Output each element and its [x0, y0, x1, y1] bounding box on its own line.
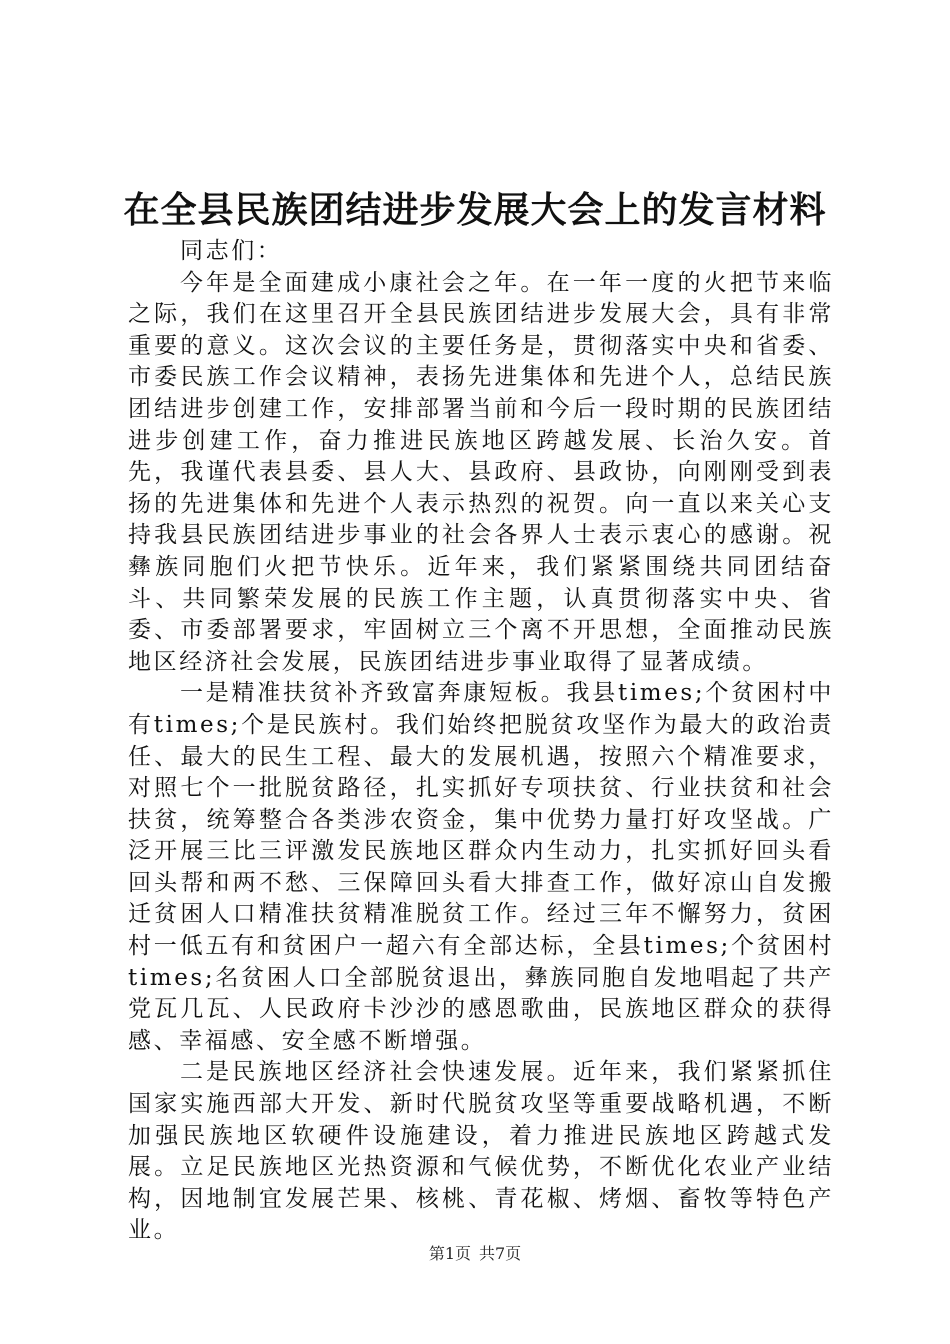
page-total: 共7页: [479, 1244, 522, 1263]
document-body: [128, 236, 834, 1247]
paragraph-intro: 今年是全面建成小康社会之年。在一年一度的火把节来临之际，我们在这里召开全县民族团结进步发展大会，具有非常重要的意义。这次会议的主要任务是，贯彻落实中央和省委、市委民族工作会议精神，表扬先进集体和先进个人，总结民族团结进步创建工作，安排部署当前和今后一段时期的民族团结进步创建工作，奋力推进民族地区跨越发展、长治久安。首先，我谨代表县委、县人大、县政府、县政协，向刚刚受到表扬的先进集体和先进个人表示热烈的祝贺。向一直以来关心支持我县民族团结进步事业的社会各界人士表示衷心的感谢。祝彝族同胞们火把节快乐。近年来，我们紧紧围绕共同团结奋斗、共同繁荣发展的民族工作主题，认真贯彻落实中央、省委、市委部署要求，牢固树立三个离不开思想，全面推动民族地区经济社会发展，民族团结进步事业取得了显著成绩。: [128, 269, 834, 675]
page-number: 第1页: [428, 1244, 471, 1263]
document-title: 在全县民族团结进步发展大会上的发言材料: [123, 189, 827, 231]
page-footer: [0, 1244, 950, 1264]
paragraph-economic-development: 二是民族地区经济社会快速发展。近年来，我们紧紧抓住国家实施西部大开发、新时代脱贫攻坚等重要战略机遇，不断加强民族地区软硬件设施建设，着力推进民族地区跨越式发展。立足民族地区光热资源和气候优势，不断优化农业产业结构，因地制宜发展芒果、核桃、青花椒、烤烟、畜牧等特色产业。: [128, 1059, 834, 1244]
salutation: 同志们：: [180, 238, 283, 264]
paragraph-poverty-alleviation: 一是精准扶贫补齐致富奔康短板。我县times;个贫困村中有times;个是民族村。我们始终把脱贫攻坚作为最大的政治责任、最大的民生工程、最大的发展机遇，按照六个精准要求，对照七个一批脱贫路径，扎实抓好专项扶贫、行业扶贫和社会扶贫，统筹整合各类涉农资金，集中优势力量打好攻坚战。广泛开展三比三评激发民族地区群众内生动力，扎实抓好回头看回头帮和两不愁、三保障回头看大排查工作，做好凉山自发搬迁贫困人口精准扶贫精准脱贫工作。经过三年不懈努力，贫困村一低五有和贫困户一超六有全部达标，全县times;个贫困村times;名贫困人口全部脱贫退出，彝族同胞自发地唱起了共产党瓦几瓦、人民政府卡沙沙的感恩歌曲，民族地区群众的获得感、幸福感、安全感不断增强。: [128, 680, 834, 1054]
